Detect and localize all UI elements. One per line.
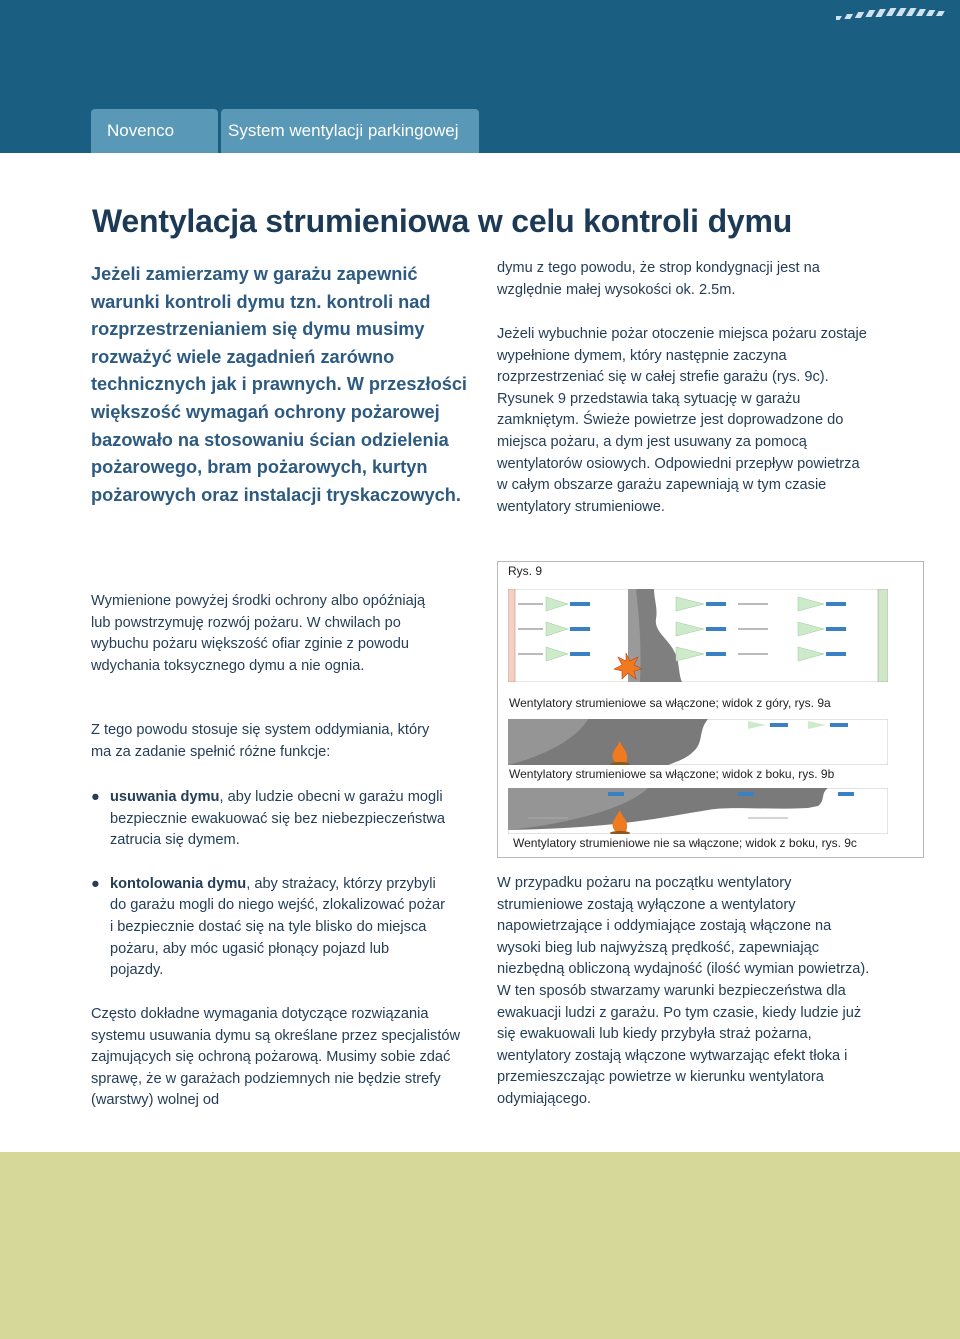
bullet-icon: ● [91, 789, 100, 805]
left-paragraph-2: Z tego powodu stosuje się system oddymiania, który ma za zadanie spełnić różne funkcje: [91, 722, 430, 760]
list-item [91, 787, 446, 852]
tab-system-wentylacji[interactable]: System wentylacji parkingowej [221, 109, 479, 153]
left-paragraph-3: Często dokładne wymagania dotyczące rozwiązania systemu usuwania dymu są określane przez specjalistów zajmujących się ochroną pożarową. Musimy sobie zdać sprawę, że w garażach podziemnych nie będzie strefy (warstwy) wolnej od [91, 1006, 461, 1109]
right-paragraph-1: dymu z tego powodu, że strop kondygnacji jest na względnie małej wysokości ok. 2.5m. [497, 260, 820, 298]
left-paragraph-1: Wymienione powyżej środki ochrony albo opóźniają lub powstrzymuję rozwój pożaru. W chwilach po wybuchu pożaru większość ofiar zginie z powodu wdychania toksycznego dymu a nie ognia. [91, 593, 426, 674]
list-item-bold: kontolowania dymu [110, 875, 247, 892]
right-paragraph-3: W przypadku pożaru na początku wentylatory strumieniowe zostają wyłączone a wentylatory napowietrzające i oddymiające zostają włączone na wysoki bieg lub najwyższą prędkość, zapewniając niezbędną obliczoną wydajność (ilość wymian powietrza). W ten sposób stwarzamy warunki bezpieczeństwa dla ewakuacji ludzi z garażu. Po tym czasie, kiedy ludzie już się ewakuowali lub kiedy przybyła straż pożarna, wentylatory zostają włączone wytwarzając efekt tłoka i przemieszczając powietrze w kierunku wentylatora odymiającego. [497, 875, 870, 1107]
right-paragraph-2: Jeżeli wybuchnie pożar otoczenie miejsca pożaru zostaje wypełnione dymem, który następnie zaczyna rozprzestrzeniać się w całej strefie garażu (rys. 9c). Rysunek 9 przedstawia taką sytuację w garażu zamkniętym. Świeże powietrze jest doprowadzone do miejsca pożaru, a dym jest usuwany za pomocą wentylatorów osiowych. Odpowiedni przepływ powietrza w całym obszarze garażu zapewniają w tym czasie wentylatory strumieniowe. [497, 326, 867, 515]
caption-9c: Wentylatory strumieniowe nie sa włączone; widok z boku, rys. 9c [513, 836, 857, 850]
caption-9b: Wentylatory strumieniowe sa włączone; widok z boku, rys. 9b [509, 767, 835, 781]
list-item [91, 874, 446, 982]
list-item-bold: usuwania dymu [110, 789, 220, 805]
list-item-text: , aby strażacy, którzy przybyli do garażu mogli do niego wejść, zlokalizować pożar i bezpiecznie dostać się na tyle blisko do miejsca pożaru, aby móc ugasić płonący pojazd lub pojazdy. [110, 875, 446, 979]
novenco-logo-icon [836, 2, 958, 24]
bullet-icon: ● [91, 875, 100, 892]
footer-band [0, 1152, 960, 1339]
figure-label: Rys. 9 [508, 564, 543, 578]
diagram-side-view-on [508, 719, 888, 765]
function-list [91, 787, 446, 982]
diagram-top-view [508, 589, 888, 682]
page-title: Wentylacja strumieniowa w celu kontroli dymu [92, 203, 793, 239]
list-item-text: , aby ludzie obecni w garażu mogli bezpiecznie ewakuować się bez niebezpieczeństwa zatrucia się dymem. [110, 789, 446, 849]
tab-novenco[interactable]: Novenco [91, 109, 218, 153]
diagram-side-view-off [508, 788, 888, 834]
caption-9a: Wentylatory strumieniowe sa włączone; widok z góry, rys. 9a [509, 696, 831, 710]
lead-paragraph: Jeżeli zamierzamy w garażu zapewnić warunki kontroli dymu tzn. kontroli nad rozprzestrzenianiem się dymu musimy rozważyć wiele zagadnień zarówno technicznych jak i prawnych. W przeszłości większość wymagań ochrony pożarowej bazowało na stosowaniu ścian odzielenia pożarowego, bram pożarowych, kurtyn pożarowych oraz instalacji tryskaczowych. [91, 264, 467, 505]
figure-rys-9 [497, 561, 924, 858]
